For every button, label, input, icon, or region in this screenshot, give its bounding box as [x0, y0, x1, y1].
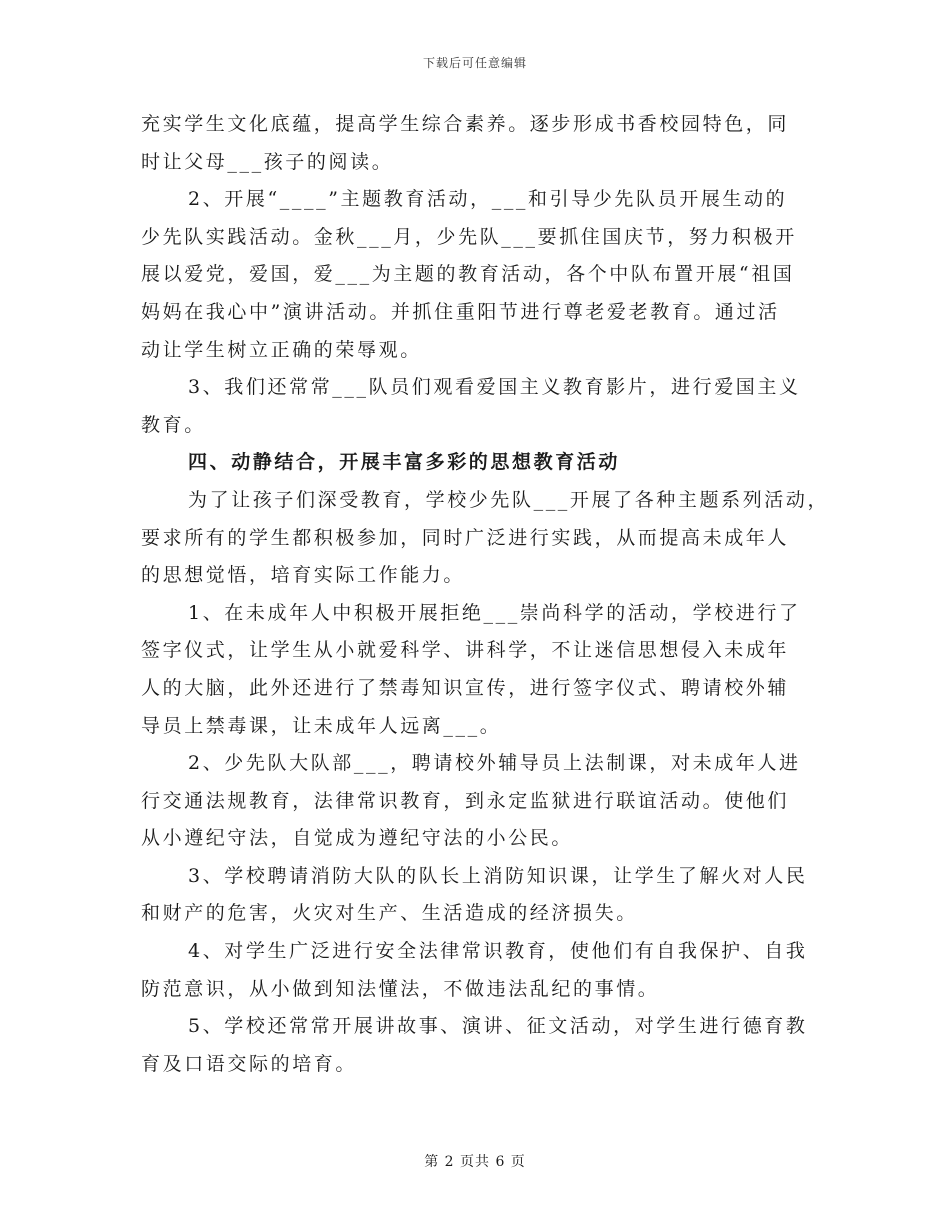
- paragraph-line: 为了让孩子们深受教育，学校少先队___开展了各种主题系列活动，: [188, 488, 830, 511]
- paragraph-line: 从小遵纪守法，自觉成为遵纪守法的小公民。: [141, 827, 574, 850]
- paragraph-line: 5、学校还常常开展讲故事、演讲、征文活动，对学生进行德育教: [188, 1015, 808, 1038]
- paragraph-line: 动让学生树立正确的荣辱观。: [141, 338, 422, 361]
- page-footer: 第 2 页共 6 页: [424, 1154, 526, 1170]
- paragraph-line: 防范意识，从小做到知法懂法，不做违法乱纪的事情。: [141, 977, 660, 1000]
- paragraph-line: 3、学校聘请消防大队的队长上消防知识课，让学生了解火对人民: [188, 864, 808, 887]
- paragraph-line: 时让父母___孩子的阅读。: [141, 150, 394, 173]
- paragraph-line: 教育。: [141, 413, 206, 436]
- paragraph-line: 4、对学生广泛进行安全法律常识教育，使他们有自我保护、自我: [188, 940, 808, 963]
- paragraph-line: 育及口语交际的培育。: [141, 1052, 358, 1075]
- page-header: 下载后可任意编辑: [422, 56, 527, 70]
- paragraph-line: 签字仪式，让学生从小就爱科学、讲科学，不让迷信思想侵入未成年: [141, 639, 790, 662]
- paragraph-line: 3、我们还常常___队员们观看爱国主义教育影片，进行爱国主义: [188, 376, 801, 399]
- paragraph-line: 1、在未成年人中积极开展拒绝___崇尚科学的活动，学校进行了: [188, 601, 801, 624]
- paragraph-line: 2、开展“____”主题教育活动，___和引导少先队员开展生动的: [188, 188, 788, 211]
- paragraph-line: 充实学生文化底蕴，提高学生综合素养。逐步形成书香校园特色，同: [141, 113, 790, 135]
- paragraph-line: 和财产的危害，火灾对生产、生活造成的经济损失。: [141, 902, 638, 925]
- document-body: [141, 106, 830, 1083]
- section-heading: 四、动静结合，开展丰富多彩的思想教育活动: [188, 451, 621, 474]
- paragraph-line: 人的大脑，此外还进行了禁毒知识宣传，进行签字仪式、聘请校外辅: [141, 676, 790, 699]
- paragraph-line: 的思想觉悟，培育实际工作能力。: [141, 564, 466, 587]
- paragraph-line: 要求所有的学生都积极参加，同时广泛进行实践，从而提高未成年人: [141, 526, 790, 549]
- paragraph-line: 2、少先队大队部___，聘请校外辅导员上法制课，对未成年人进: [188, 752, 801, 775]
- paragraph-line: 行交通法规教育，法律常识教育，到永定监狱进行联谊活动。使他们: [141, 789, 790, 812]
- paragraph-line: 妈妈在我心中”演讲活动。并抓住重阳节进行尊老爱老教育。通过活: [141, 300, 780, 323]
- paragraph-line: 展以爱党，爱国，爱___为主题的教育活动，各个中队布置开展“祖国: [141, 263, 795, 286]
- paragraph-line: 少先队实践活动。金秋___月，少先队___要抓住国庆节，努力积极开: [141, 225, 797, 248]
- paragraph-line: 导员上禁毒课，让未成年人远离___。: [141, 714, 502, 737]
